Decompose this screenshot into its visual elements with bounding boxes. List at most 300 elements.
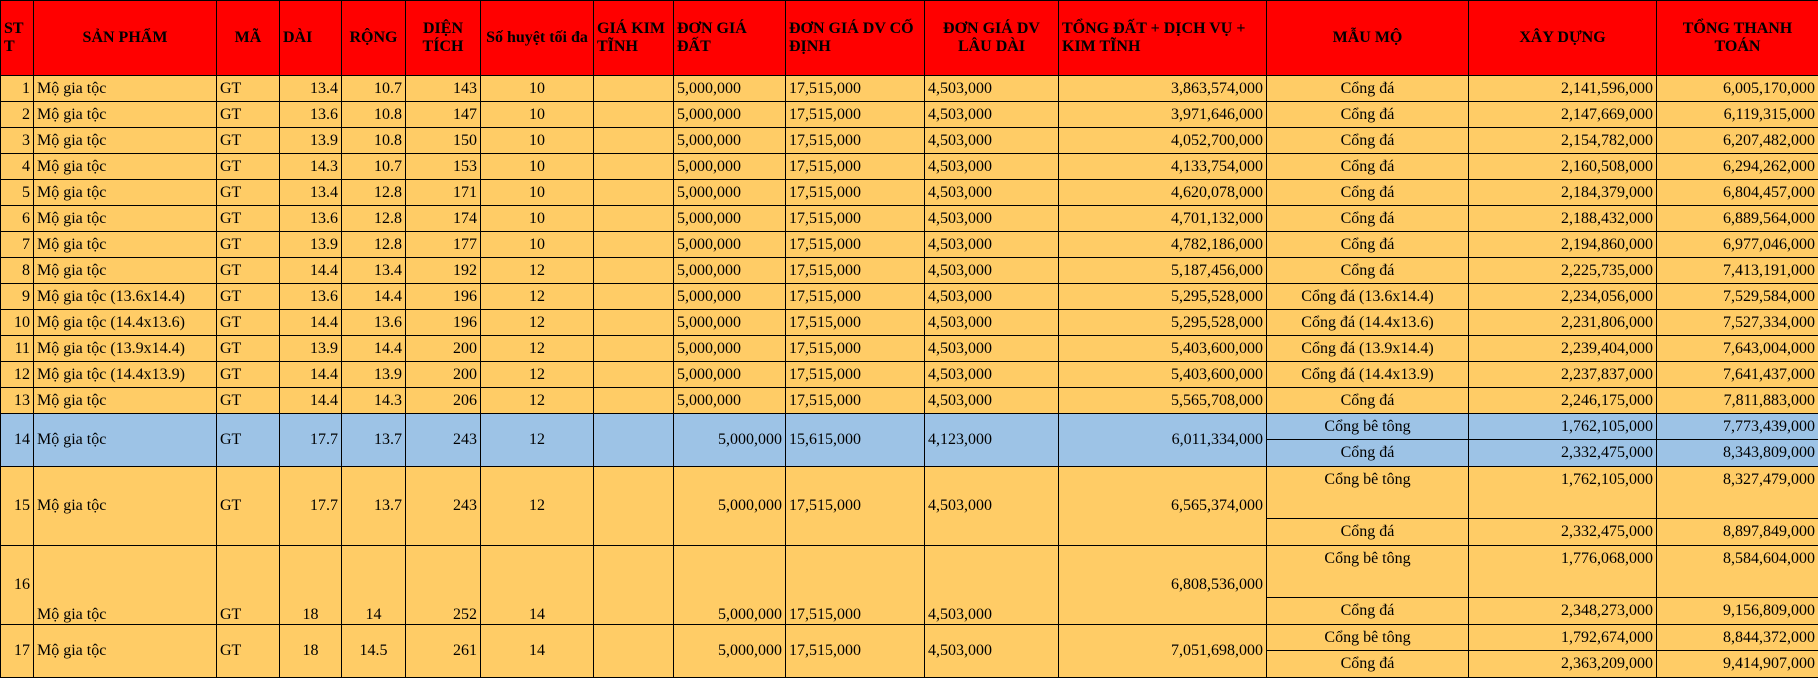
cell-stt: 10 xyxy=(1,310,34,336)
mau-option-2: Cổng đá xyxy=(1267,440,1468,466)
thanh-toan-option-1: 7,773,439,000 xyxy=(1657,414,1818,440)
cell-thanh-toan xyxy=(1657,467,1818,546)
cell-thanh-toan xyxy=(1657,414,1818,467)
cell-mau-mo: Cổng đá xyxy=(1267,388,1469,414)
col-header-don-gia-dv-lau-dai: ĐƠN GIÁ DV LÂU DÀI xyxy=(925,1,1059,76)
table-row xyxy=(1,232,1818,258)
xay-dung-option-2: 2,348,273,000 xyxy=(1469,598,1656,624)
cell-ma: GT xyxy=(217,258,280,284)
cell-san-pham: Mộ gia tộc xyxy=(34,180,217,206)
cell-dien-tich: 206 xyxy=(406,388,481,414)
cell-dv-lau-dai: 4,503,000 xyxy=(925,258,1059,284)
cell-ma: GT xyxy=(217,546,280,625)
cell-thanh-toan: 7,811,883,000 xyxy=(1657,388,1818,414)
col-header-san-pham: SẢN PHẨM xyxy=(34,1,217,76)
cell-stt: 16 xyxy=(1,546,34,625)
col-header-rong: RỘNG xyxy=(342,1,406,76)
cell-ma: GT xyxy=(217,180,280,206)
cell-thanh-toan: 7,643,004,000 xyxy=(1657,336,1818,362)
cell-tong: 5,187,456,000 xyxy=(1059,258,1267,284)
cell-stt: 8 xyxy=(1,258,34,284)
cell-san-pham: Mộ gia tộc xyxy=(34,467,217,546)
cell-dien-tich: 153 xyxy=(406,154,481,180)
cell-gia-kim-tinh xyxy=(594,414,674,467)
cell-so-huyet: 12 xyxy=(481,467,594,546)
table-row xyxy=(1,336,1818,362)
cell-don-gia-dat: 5,000,000 xyxy=(674,232,786,258)
table-row-17 xyxy=(1,625,1818,678)
table-row xyxy=(1,284,1818,310)
cell-so-huyet: 10 xyxy=(481,76,594,102)
cell-gia-kim-tinh xyxy=(594,284,674,310)
cell-don-gia-dat: 5,000,000 xyxy=(674,388,786,414)
cell-dv-lau-dai: 4,503,000 xyxy=(925,154,1059,180)
cell-thanh-toan: 6,119,315,000 xyxy=(1657,102,1818,128)
cell-rong: 13.9 xyxy=(342,362,406,388)
cell-ma: GT xyxy=(217,232,280,258)
cell-dai: 18 xyxy=(280,546,342,625)
cell-dai: 17.7 xyxy=(280,467,342,546)
cell-gia-kim-tinh xyxy=(594,102,674,128)
cell-dv-co-dinh: 17,515,000 xyxy=(786,362,925,388)
thanh-toan-option-2: 9,414,907,000 xyxy=(1657,651,1818,677)
cell-dv-lau-dai: 4,503,000 xyxy=(925,232,1059,258)
cell-so-huyet: 10 xyxy=(481,102,594,128)
cell-xay-dung: 2,154,782,000 xyxy=(1469,128,1657,154)
cell-gia-kim-tinh xyxy=(594,76,674,102)
table-row xyxy=(1,102,1818,128)
col-header-mau-mo: MẪU MỘ xyxy=(1267,1,1469,76)
cell-don-gia-dat: 5,000,000 xyxy=(674,206,786,232)
cell-rong: 12.8 xyxy=(342,180,406,206)
cell-don-gia-dat: 5,000,000 xyxy=(674,467,786,546)
cell-xay-dung: 2,160,508,000 xyxy=(1469,154,1657,180)
table-row xyxy=(1,388,1818,414)
cell-so-huyet: 12 xyxy=(481,258,594,284)
cell-so-huyet: 14 xyxy=(481,625,594,678)
mau-option-1: Cổng bê tông xyxy=(1267,625,1468,651)
cell-dai: 13.9 xyxy=(280,128,342,154)
table-row-16 xyxy=(1,546,1818,625)
cell-dv-co-dinh: 17,515,000 xyxy=(786,546,925,625)
cell-dv-lau-dai: 4,503,000 xyxy=(925,388,1059,414)
col-header-dai: DÀI xyxy=(280,1,342,76)
cell-stt: 3 xyxy=(1,128,34,154)
thanh-toan-option-2: 8,897,849,000 xyxy=(1657,519,1818,545)
col-header-tong-dat: TỔNG ĐẤT + DỊCH VỤ + KIM TĨNH xyxy=(1059,1,1267,76)
cell-ma: GT xyxy=(217,625,280,678)
cell-dv-lau-dai: 4,503,000 xyxy=(925,284,1059,310)
cell-mau-mo: Cổng đá xyxy=(1267,102,1469,128)
table-row xyxy=(1,76,1818,102)
cell-dien-tich: 200 xyxy=(406,336,481,362)
cell-thanh-toan: 7,527,334,000 xyxy=(1657,310,1818,336)
cell-tong: 4,701,132,000 xyxy=(1059,206,1267,232)
cell-gia-kim-tinh xyxy=(594,206,674,232)
cell-xay-dung: 2,188,432,000 xyxy=(1469,206,1657,232)
cell-thanh-toan xyxy=(1657,625,1818,678)
cell-stt: 2 xyxy=(1,102,34,128)
cell-san-pham: Mộ gia tộc xyxy=(34,232,217,258)
cell-ma: GT xyxy=(217,206,280,232)
cell-tong: 5,403,600,000 xyxy=(1059,362,1267,388)
cell-san-pham: Mộ gia tộc xyxy=(34,102,217,128)
cell-tong: 4,052,700,000 xyxy=(1059,128,1267,154)
cell-so-huyet: 10 xyxy=(481,206,594,232)
cell-mau-mo: Cổng đá xyxy=(1267,76,1469,102)
cell-san-pham: Mộ gia tộc xyxy=(34,128,217,154)
cell-dai: 14.4 xyxy=(280,258,342,284)
cell-so-huyet: 10 xyxy=(481,128,594,154)
cell-don-gia-dat: 5,000,000 xyxy=(674,258,786,284)
col-header-xay-dung: XÂY DỰNG xyxy=(1469,1,1657,76)
cell-rong: 10.7 xyxy=(342,154,406,180)
cell-gia-kim-tinh xyxy=(594,258,674,284)
cell-rong: 10.8 xyxy=(342,102,406,128)
cell-rong: 13.7 xyxy=(342,414,406,467)
cell-dv-lau-dai: 4,123,000 xyxy=(925,414,1059,467)
cell-thanh-toan: 6,005,170,000 xyxy=(1657,76,1818,102)
cell-xay-dung: 2,246,175,000 xyxy=(1469,388,1657,414)
cell-dv-co-dinh: 15,615,000 xyxy=(786,414,925,467)
cell-xay-dung: 2,239,404,000 xyxy=(1469,336,1657,362)
cell-gia-kim-tinh xyxy=(594,128,674,154)
cell-mau-mo: Cổng đá xyxy=(1267,258,1469,284)
cell-dien-tich: 171 xyxy=(406,180,481,206)
cell-san-pham: Mộ gia tộc xyxy=(34,546,217,625)
cell-so-huyet: 14 xyxy=(481,546,594,625)
cell-rong: 13.7 xyxy=(342,467,406,546)
thanh-toan-option-1: 8,584,604,000 xyxy=(1657,546,1818,598)
cell-mau-mo: Cổng đá xyxy=(1267,128,1469,154)
cell-thanh-toan: 6,207,482,000 xyxy=(1657,128,1818,154)
cell-dai: 13.9 xyxy=(280,336,342,362)
cell-dv-lau-dai: 4,503,000 xyxy=(925,310,1059,336)
cell-san-pham: Mộ gia tộc xyxy=(34,625,217,678)
cell-xay-dung: 2,234,056,000 xyxy=(1469,284,1657,310)
cell-rong: 10.8 xyxy=(342,128,406,154)
cell-san-pham: Mộ gia tộc (13.9x14.4) xyxy=(34,336,217,362)
cell-dv-lau-dai: 4,503,000 xyxy=(925,546,1059,625)
cell-dien-tich: 177 xyxy=(406,232,481,258)
cell-stt: 14 xyxy=(1,414,34,467)
xay-dung-option-1: 1,792,674,000 xyxy=(1469,625,1656,651)
cell-dien-tich: 147 xyxy=(406,102,481,128)
cell-ma: GT xyxy=(217,310,280,336)
cell-don-gia-dat: 5,000,000 xyxy=(674,310,786,336)
table-row xyxy=(1,258,1818,284)
table-row xyxy=(1,154,1818,180)
cell-gia-kim-tinh xyxy=(594,467,674,546)
table-row xyxy=(1,206,1818,232)
cell-stt: 9 xyxy=(1,284,34,310)
cell-dv-co-dinh: 17,515,000 xyxy=(786,154,925,180)
cell-rong: 14.5 xyxy=(342,625,406,678)
cell-so-huyet: 10 xyxy=(481,154,594,180)
cell-thanh-toan: 7,413,191,000 xyxy=(1657,258,1818,284)
cell-rong: 14.4 xyxy=(342,284,406,310)
xay-dung-option-2: 2,332,475,000 xyxy=(1469,519,1656,545)
cell-dai: 13.6 xyxy=(280,102,342,128)
mau-option-1: Cổng bê tông xyxy=(1267,546,1468,598)
cell-san-pham: Mộ gia tộc xyxy=(34,154,217,180)
cell-dai: 13.4 xyxy=(280,180,342,206)
cell-stt: 15 xyxy=(1,467,34,546)
cell-gia-kim-tinh xyxy=(594,625,674,678)
cell-tong: 4,620,078,000 xyxy=(1059,180,1267,206)
cell-ma: GT xyxy=(217,467,280,546)
cell-dien-tich: 150 xyxy=(406,128,481,154)
cell-xay-dung: 2,147,669,000 xyxy=(1469,102,1657,128)
cell-stt: 11 xyxy=(1,336,34,362)
cell-dai: 13.4 xyxy=(280,76,342,102)
table-row xyxy=(1,362,1818,388)
cell-dv-co-dinh: 17,515,000 xyxy=(786,388,925,414)
cell-gia-kim-tinh xyxy=(594,180,674,206)
cell-dien-tich: 196 xyxy=(406,310,481,336)
cell-tong: 3,863,574,000 xyxy=(1059,76,1267,102)
cell-dai: 14.3 xyxy=(280,154,342,180)
cell-don-gia-dat: 5,000,000 xyxy=(674,336,786,362)
cell-so-huyet: 10 xyxy=(481,180,594,206)
cell-rong: 14.3 xyxy=(342,388,406,414)
cell-dv-lau-dai: 4,503,000 xyxy=(925,128,1059,154)
cell-gia-kim-tinh xyxy=(594,546,674,625)
cell-ma: GT xyxy=(217,128,280,154)
col-header-don-gia-dat: ĐƠN GIÁ ĐẤT xyxy=(674,1,786,76)
cell-mau-mo xyxy=(1267,625,1469,678)
col-header-so-huyet: Số huyệt tối đa xyxy=(481,1,594,76)
cell-don-gia-dat: 5,000,000 xyxy=(674,546,786,625)
cell-dv-lau-dai: 4,503,000 xyxy=(925,336,1059,362)
cell-xay-dung xyxy=(1469,414,1657,467)
cell-stt: 5 xyxy=(1,180,34,206)
cell-xay-dung xyxy=(1469,467,1657,546)
cell-mau-mo: Cổng đá xyxy=(1267,180,1469,206)
cell-ma: GT xyxy=(217,336,280,362)
mau-option-2: Cổng đá xyxy=(1267,598,1468,624)
cell-tong: 6,011,334,000 xyxy=(1059,414,1267,467)
cell-dien-tich: 243 xyxy=(406,414,481,467)
cell-tong: 5,295,528,000 xyxy=(1059,310,1267,336)
cell-tong: 6,565,374,000 xyxy=(1059,467,1267,546)
cell-dv-co-dinh: 17,515,000 xyxy=(786,258,925,284)
cell-dai: 14.4 xyxy=(280,362,342,388)
thanh-toan-option-1: 8,327,479,000 xyxy=(1657,467,1818,519)
cell-rong: 12.8 xyxy=(342,232,406,258)
cell-dai: 18 xyxy=(280,625,342,678)
cell-ma: GT xyxy=(217,284,280,310)
cell-dien-tich: 143 xyxy=(406,76,481,102)
table-row xyxy=(1,180,1818,206)
cell-stt: 12 xyxy=(1,362,34,388)
cell-san-pham: Mộ gia tộc (14.4x13.9) xyxy=(34,362,217,388)
cell-stt: 17 xyxy=(1,625,34,678)
cell-san-pham: Mộ gia tộc xyxy=(34,414,217,467)
cell-xay-dung: 2,194,860,000 xyxy=(1469,232,1657,258)
cell-dien-tich: 243 xyxy=(406,467,481,546)
cell-tong: 5,565,708,000 xyxy=(1059,388,1267,414)
cell-mau-mo xyxy=(1267,414,1469,467)
cell-dv-co-dinh: 17,515,000 xyxy=(786,76,925,102)
col-header-gia-kim-tinh: GIÁ KIM TĨNH xyxy=(594,1,674,76)
cell-dv-lau-dai: 4,503,000 xyxy=(925,102,1059,128)
cell-rong: 14.4 xyxy=(342,336,406,362)
col-header-stt: ST T xyxy=(1,1,34,76)
cell-so-huyet: 12 xyxy=(481,362,594,388)
cell-gia-kim-tinh xyxy=(594,388,674,414)
cell-rong: 12.8 xyxy=(342,206,406,232)
table-row-14 xyxy=(1,414,1818,467)
cell-stt: 13 xyxy=(1,388,34,414)
cell-xay-dung: 2,225,735,000 xyxy=(1469,258,1657,284)
cell-xay-dung xyxy=(1469,625,1657,678)
cell-ma: GT xyxy=(217,154,280,180)
cell-dv-co-dinh: 17,515,000 xyxy=(786,128,925,154)
cell-mau-mo: Cổng đá (14.4x13.9) xyxy=(1267,362,1469,388)
cell-dv-co-dinh: 17,515,000 xyxy=(786,310,925,336)
table-row-15 xyxy=(1,467,1818,546)
cell-so-huyet: 12 xyxy=(481,284,594,310)
cell-tong: 3,971,646,000 xyxy=(1059,102,1267,128)
cell-don-gia-dat: 5,000,000 xyxy=(674,625,786,678)
cell-san-pham: Mộ gia tộc xyxy=(34,258,217,284)
col-header-dien-tich: DIỆN TÍCH xyxy=(406,1,481,76)
cell-xay-dung: 2,231,806,000 xyxy=(1469,310,1657,336)
cell-mau-mo: Cổng đá (14.4x13.6) xyxy=(1267,310,1469,336)
cell-dv-co-dinh: 17,515,000 xyxy=(786,625,925,678)
cell-mau-mo: Cổng đá (13.6x14.4) xyxy=(1267,284,1469,310)
cell-dv-lau-dai: 4,503,000 xyxy=(925,180,1059,206)
cell-don-gia-dat: 5,000,000 xyxy=(674,102,786,128)
cell-tong: 5,403,600,000 xyxy=(1059,336,1267,362)
cell-dv-lau-dai: 4,503,000 xyxy=(925,76,1059,102)
cell-so-huyet: 10 xyxy=(481,232,594,258)
cell-gia-kim-tinh xyxy=(594,362,674,388)
xay-dung-option-2: 2,332,475,000 xyxy=(1469,440,1656,466)
cell-dv-co-dinh: 17,515,000 xyxy=(786,102,925,128)
cell-thanh-toan: 6,977,046,000 xyxy=(1657,232,1818,258)
cell-dv-co-dinh: 17,515,000 xyxy=(786,180,925,206)
cell-rong: 13.6 xyxy=(342,310,406,336)
xay-dung-option-2: 2,363,209,000 xyxy=(1469,651,1656,677)
cell-don-gia-dat: 5,000,000 xyxy=(674,76,786,102)
mau-option-1: Cổng bê tông xyxy=(1267,467,1468,519)
cell-ma: GT xyxy=(217,362,280,388)
cell-dai: 13.9 xyxy=(280,232,342,258)
cell-rong: 13.4 xyxy=(342,258,406,284)
xay-dung-option-1: 1,762,105,000 xyxy=(1469,414,1656,440)
cell-dien-tich: 196 xyxy=(406,284,481,310)
cell-thanh-toan: 7,529,584,000 xyxy=(1657,284,1818,310)
cell-xay-dung: 2,184,379,000 xyxy=(1469,180,1657,206)
cell-mau-mo: Cổng đá (13.9x14.4) xyxy=(1267,336,1469,362)
header-row xyxy=(1,1,1818,76)
thanh-toan-option-1: 8,844,372,000 xyxy=(1657,625,1818,651)
thanh-toan-option-2: 9,156,809,000 xyxy=(1657,598,1818,624)
cell-don-gia-dat: 5,000,000 xyxy=(674,154,786,180)
cell-don-gia-dat: 5,000,000 xyxy=(674,284,786,310)
cell-san-pham: Mộ gia tộc xyxy=(34,388,217,414)
cell-san-pham: Mộ gia tộc (14.4x13.6) xyxy=(34,310,217,336)
cell-thanh-toan xyxy=(1657,546,1818,625)
cell-gia-kim-tinh xyxy=(594,310,674,336)
cell-don-gia-dat: 5,000,000 xyxy=(674,128,786,154)
cell-san-pham: Mộ gia tộc xyxy=(34,206,217,232)
cell-so-huyet: 12 xyxy=(481,414,594,467)
col-header-tong-thanh-toan: TỔNG THANH TOÁN xyxy=(1657,1,1818,76)
cell-san-pham: Mộ gia tộc xyxy=(34,76,217,102)
cell-dien-tich: 261 xyxy=(406,625,481,678)
cell-don-gia-dat: 5,000,000 xyxy=(674,362,786,388)
cell-dien-tich: 174 xyxy=(406,206,481,232)
cell-thanh-toan: 6,889,564,000 xyxy=(1657,206,1818,232)
cell-stt: 6 xyxy=(1,206,34,232)
cell-stt: 1 xyxy=(1,76,34,102)
cell-thanh-toan: 7,641,437,000 xyxy=(1657,362,1818,388)
cell-dv-co-dinh: 17,515,000 xyxy=(786,206,925,232)
xay-dung-option-1: 1,776,068,000 xyxy=(1469,546,1656,598)
cell-dv-lau-dai: 4,503,000 xyxy=(925,467,1059,546)
cell-gia-kim-tinh xyxy=(594,336,674,362)
cell-tong: 4,782,186,000 xyxy=(1059,232,1267,258)
cell-dai: 13.6 xyxy=(280,284,342,310)
cell-so-huyet: 12 xyxy=(481,310,594,336)
table-row xyxy=(1,128,1818,154)
cell-don-gia-dat: 5,000,000 xyxy=(674,414,786,467)
cell-stt: 4 xyxy=(1,154,34,180)
cell-so-huyet: 12 xyxy=(481,336,594,362)
cell-tong: 4,133,754,000 xyxy=(1059,154,1267,180)
cell-dien-tich: 252 xyxy=(406,546,481,625)
cell-ma: GT xyxy=(217,388,280,414)
mau-option-2: Cổng đá xyxy=(1267,519,1468,545)
cell-san-pham: Mộ gia tộc (13.6x14.4) xyxy=(34,284,217,310)
cell-dv-co-dinh: 17,515,000 xyxy=(786,336,925,362)
cell-mau-mo xyxy=(1267,546,1469,625)
cell-dv-co-dinh: 17,515,000 xyxy=(786,232,925,258)
cell-so-huyet: 12 xyxy=(481,388,594,414)
cell-dai: 13.6 xyxy=(280,206,342,232)
cell-ma: GT xyxy=(217,76,280,102)
cell-dai: 14.4 xyxy=(280,310,342,336)
cell-rong: 14 xyxy=(342,546,406,625)
cell-xay-dung xyxy=(1469,546,1657,625)
cell-dv-lau-dai: 4,503,000 xyxy=(925,206,1059,232)
cell-tong: 6,808,536,000 xyxy=(1059,546,1267,625)
cell-dv-co-dinh: 17,515,000 xyxy=(786,467,925,546)
cell-stt: 7 xyxy=(1,232,34,258)
cell-dai: 17.7 xyxy=(280,414,342,467)
col-header-don-gia-dv-co-dinh: ĐƠN GIÁ DV CỐ ĐỊNH xyxy=(786,1,925,76)
cell-thanh-toan: 6,294,262,000 xyxy=(1657,154,1818,180)
cell-mau-mo: Cổng đá xyxy=(1267,206,1469,232)
cell-dv-lau-dai: 4,503,000 xyxy=(925,625,1059,678)
table-row xyxy=(1,310,1818,336)
cell-gia-kim-tinh xyxy=(594,232,674,258)
cell-dien-tich: 200 xyxy=(406,362,481,388)
cell-xay-dung: 2,237,837,000 xyxy=(1469,362,1657,388)
cell-xay-dung: 2,141,596,000 xyxy=(1469,76,1657,102)
cell-tong: 7,051,698,000 xyxy=(1059,625,1267,678)
col-header-ma: MÃ xyxy=(217,1,280,76)
mau-option-2: Cổng đá xyxy=(1267,651,1468,677)
cell-dai: 14.4 xyxy=(280,388,342,414)
cell-don-gia-dat: 5,000,000 xyxy=(674,180,786,206)
cell-gia-kim-tinh xyxy=(594,154,674,180)
thanh-toan-option-2: 8,343,809,000 xyxy=(1657,440,1818,466)
cell-dv-lau-dai: 4,503,000 xyxy=(925,362,1059,388)
